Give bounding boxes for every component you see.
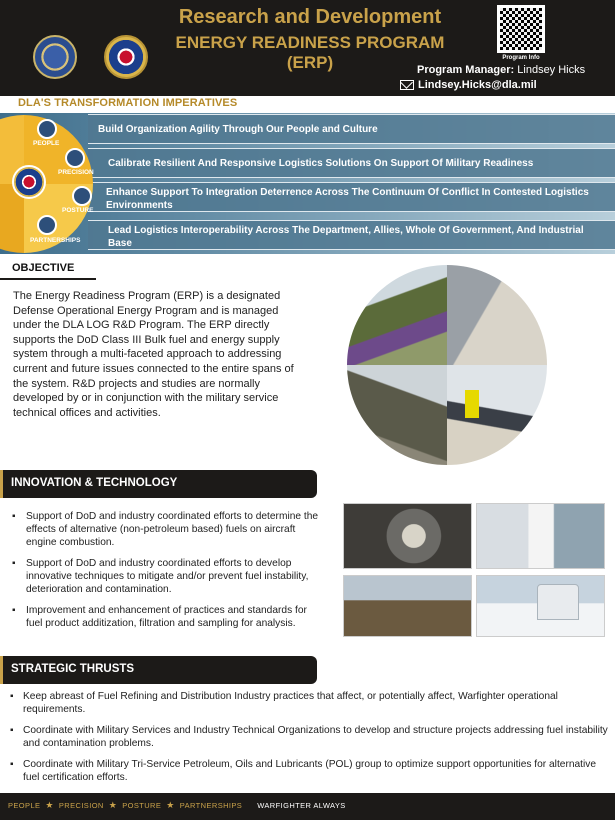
photo-lab-technician: [476, 503, 605, 569]
title-line-1: Research and Development: [178, 6, 442, 28]
strategic-title: STRATEGIC THRUSTS: [11, 663, 135, 675]
footer-item-posture: POSTURE: [122, 801, 162, 810]
list-item: ▪ Coordinate with Military Services and Industry Technical Organizations to develop and structure projects addressing fuel instability and contamination problems.: [10, 724, 610, 750]
star-icon: ★: [108, 800, 118, 810]
program-manager-label: Program Manager:: [417, 64, 515, 76]
dod-seal-logo: [33, 35, 77, 79]
photo-aircraft-marshal: [447, 365, 547, 465]
imperative-row: [88, 114, 615, 144]
innovation-section-bar: [3, 470, 317, 498]
imperative-text: Lead Logistics Interoperability Across The Department, Allies, Whole Of Government, And Industrial Base: [108, 225, 584, 249]
dla-center-logo: [12, 165, 46, 199]
pie-label-precision: PRECISION: [58, 169, 94, 176]
pie-label-people: PEOPLE: [33, 140, 60, 147]
imperative-text: Build Organization Agility Through Our People and Culture: [98, 124, 378, 135]
photo-military-truck: [347, 265, 447, 365]
precision-icon: [65, 148, 85, 168]
posture-icon: [72, 186, 92, 206]
objective-underline: [0, 278, 96, 280]
title-line-3: (ERP): [286, 53, 334, 72]
dla-seal-logo: [104, 35, 148, 79]
email-contact[interactable]: [400, 79, 537, 91]
footer-tagline: WARFIGHTER ALWAYS: [257, 801, 346, 810]
email-address[interactable]: Lindsey.Hicks@dla.mil: [418, 79, 537, 91]
title-line-2: ENERGY READINESS PROGRAM: [175, 33, 445, 52]
list-item: ▪ Support of DoD and industry coordinated efforts to develop innovative techniques to mitigate and/or prevent fuel instability, deterioration and contamination.: [12, 557, 324, 596]
pie-label-partnerships: PARTNERSHIPS: [30, 237, 81, 244]
imperative-row: [88, 220, 615, 250]
qr-label: Program Info: [502, 55, 540, 61]
innovation-list: [12, 510, 324, 638]
strategic-list: [10, 690, 610, 792]
photo-fuel-tank: [447, 265, 547, 365]
photo-jet-engine: [343, 503, 472, 569]
objective-title: OBJECTIVE: [12, 262, 75, 274]
photo-collage: [347, 265, 547, 465]
list-item: ▪ Support of DoD and industry coordinated efforts to determine the effects of alternative (non-petroleum based) fuels on aircraft engine combustion.: [12, 510, 324, 549]
qr-code[interactable]: [497, 5, 545, 53]
photo-pilot-jet: [343, 575, 472, 637]
people-icon: [37, 119, 57, 139]
list-item: ▪ Keep abreast of Fuel Refining and Distribution Industry practices that affect, or potentially affect, Warfighter operational requirements.: [10, 690, 610, 716]
partnerships-icon: [37, 215, 57, 235]
mail-icon: [400, 80, 414, 90]
program-manager: [417, 64, 585, 76]
innovation-title: INNOVATION & TECHNOLOGY: [11, 477, 178, 489]
imperatives-pie: [0, 113, 110, 254]
objective-text: The Energy Readiness Program (ERP) is a designated Defense Operational Energy Program and is managed under the DLA LOG R&D Program. The ERP directly supports the DoD Class III Bulk fuel and energy supply system through a multi-faceted approach to addressing current and future issues connected to the entire spans of the system. R&D projects and studies are normally developed by or in conjunction with the military service technical offices and activities.: [13, 290, 294, 419]
imperative-row: [88, 182, 615, 212]
imperatives-title: DLA'S TRANSFORMATION IMPERATIVES: [18, 97, 238, 109]
imperative-row: [88, 148, 615, 178]
footer-item-precision: PRECISION: [58, 801, 104, 810]
pie-label-posture: POSTURE: [62, 207, 94, 214]
footer-items: [8, 800, 346, 811]
footer-item-people: PEOPLE: [8, 801, 41, 810]
strategic-section-bar: [3, 656, 317, 684]
header: [0, 0, 615, 96]
photo-soldier-fueling: [347, 365, 447, 465]
list-item: ▪ Improvement and enhancement of practices and standards for fuel product additization, filtration and sampling for analysis.: [12, 604, 324, 630]
list-item: ▪ Coordinate with Military Tri-Service Petroleum, Oils and Lubricants (POL) group to optimize support opportunities for alternative fuel certification efforts.: [10, 758, 610, 784]
imperative-text: Calibrate Resilient And Responsive Logistics Solutions On Support Of Military Readiness: [108, 158, 534, 169]
photo-snow-tanks: [476, 575, 605, 637]
imperative-text: Enhance Support To Integration Deterrence Across The Continuum Of Conflict In Contested Logistics Environments: [106, 187, 589, 211]
star-icon: ★: [45, 800, 54, 810]
star-icon: ★: [166, 800, 175, 810]
program-manager-name: Lindsey Hicks: [517, 64, 586, 76]
footer: [0, 793, 615, 820]
footer-item-partnerships: PARTNERSHIPS: [179, 801, 243, 810]
